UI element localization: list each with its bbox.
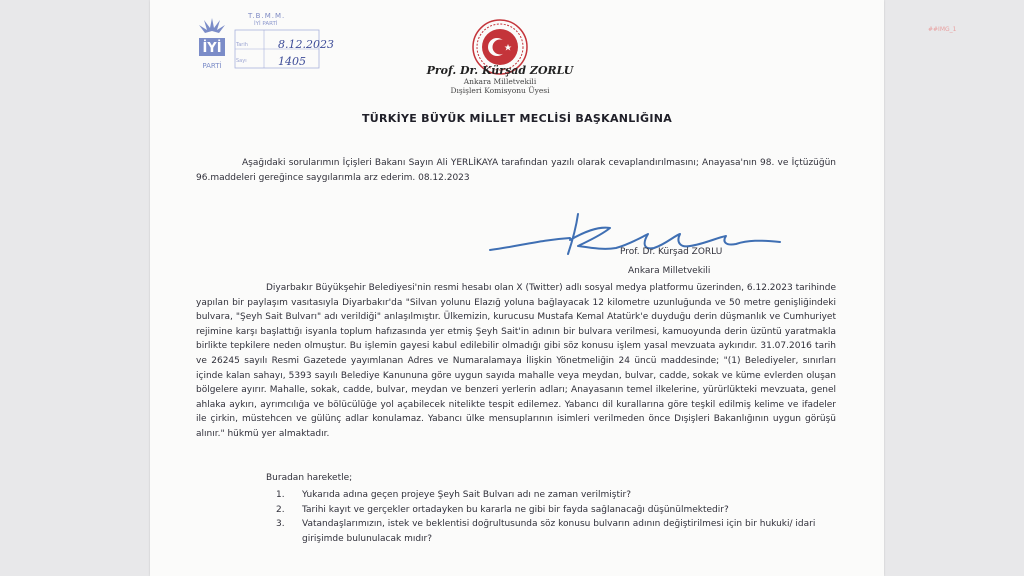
- signature-name: Prof. Dr. Kürşad ZORLU: [620, 247, 723, 257]
- sender-committee: Dışişleri Komisyonu Üyesi: [450, 86, 550, 95]
- signature-role: Ankara Milletvekili: [628, 266, 711, 276]
- question-number: 2.: [276, 504, 285, 515]
- question-item: [196, 503, 836, 518]
- sender-name: Prof. Dr. Kürşad ZORLU: [426, 64, 574, 77]
- sender-title: Ankara Milletvekili: [463, 77, 537, 86]
- question-item: [196, 488, 836, 503]
- stamp-no-label: Sayı: [236, 58, 247, 64]
- stamp-date-label: Tarih: [236, 42, 248, 48]
- stamp-date: 8.12.2023: [278, 38, 334, 51]
- questions-list: [196, 488, 836, 546]
- corner-mark: ##IMG_1: [928, 26, 957, 33]
- registry-stamp: [234, 12, 334, 70]
- document-heading: TÜRKİYE BÜYÜK MİLLET MECLİSİ BAŞKANLIĞINA: [361, 112, 673, 125]
- request-paragraph: Aşağıdaki sorularımın İçişleri Bakanı Sayın Ali YERLİKAYA tarafından yazılı olarak cevaplandırılmasını; Anayasa'nın 98. ve İçtüzüğün 96.maddeleri gereğince saygılarımla arz ederim. 08.12.2023: [196, 158, 836, 183]
- question-text: Vatandaşlarımızın, istek ve beklentisi doğrultusunda söz konusu bulvarın adının değiştirilmesi için bir hukuki/ idari girişimde bulunulacak mıdır?: [302, 519, 816, 544]
- sender-block: [350, 64, 650, 95]
- stamp-number: 1405: [278, 55, 306, 68]
- stamp-head: T.B.M.M.: [248, 12, 286, 20]
- question-text: Tarihi kayıt ve gerçekler ortadayken bu kararla ne gibi bir fayda sağlanacağı düşünülmektedir?: [302, 504, 729, 515]
- question-number: 1.: [276, 490, 285, 500]
- document-page: [150, 0, 957, 576]
- svg-text:İYİ: İYİ: [202, 41, 222, 56]
- questions-intro: Buradan hareketle;: [266, 473, 353, 483]
- question-text: Yukarıda adına geçen projeye Şeyh Sait Bulvarı adı ne zaman verilmiştir?: [302, 490, 631, 500]
- iyi-party-logo: [190, 14, 234, 76]
- question-number: 3.: [276, 519, 285, 530]
- question-item: [196, 517, 836, 546]
- stamp-sub: İYİ PARTİ: [254, 21, 278, 27]
- svg-text:PARTİ: PARTİ: [202, 62, 222, 70]
- body-paragraph: Diyarbakır Büyükşehir Belediyesi'nin resmi hesabı olan X (Twitter) adlı sosyal medya platformu üzerinden, 6.12.2023 tarihinde yapılan bir paylaşım vasıtasıyla Diyarbakır'da "Silvan yolunu Elazığ yoluna bağlayacak 12 kilometre uzunluğunda ve 50 metre genişliğindeki bulvara, "Şeyh Sait Bulvarı" adı verildiği" anlaşılmıştır. Ülkemizin, kurucusu Mustafa Kemal Atatürk'e duyduğu derin düşmanlık ve Cumhuriyet rejimine karşı başlattığı isyanla toplum hafızasında yer etmiş Şeyh Sait'in adının bir bulvara verilmesi, kamuoyunda derin üzüntü yaratmakla birlikte tepkilere neden olmuştur. Bu işlemin gayesi kabul edilebilir olmadığı gibi söz konusu işlem yasal mevzuata aykırıdır. 31.07.2016 tarih ve 26245 sayılı Resmi Gazetede yayımlanan Adres ve Numaralamaya İlişkin Yönetmeliğin 24 üncü maddesinde; "(1) Belediyeler, sınırları içinde kalan sahayı, 5393 sayılı Belediye Kanununa göre uygun sayıda mahalle veya meydan, bulvar, cadde, sokak ve küme evlerden oluşan bölgelere ayırır. Mahalle, sokak, cadde, bulvar, meydan ve benzeri yerlerin adları; Anayasanın temel ilkelerine, yürürlükteki mevzuata, genel ahlaka aykırı, ayrımcılığa ve bölücülüğe yol açabilecek nitelikte tespit edilemez. Yabancı dil kurallarına göre teşkil edilmiş kelime ve ifadeler ile çirkin, müstehcen ve gülünç adlar konulamaz. Yabancı ülke mensuplarının isimleri verilmeden önce Dışişleri Bakanlığının uygun görüşü alınır." hükmü yer almaktadır.: [196, 283, 836, 439]
